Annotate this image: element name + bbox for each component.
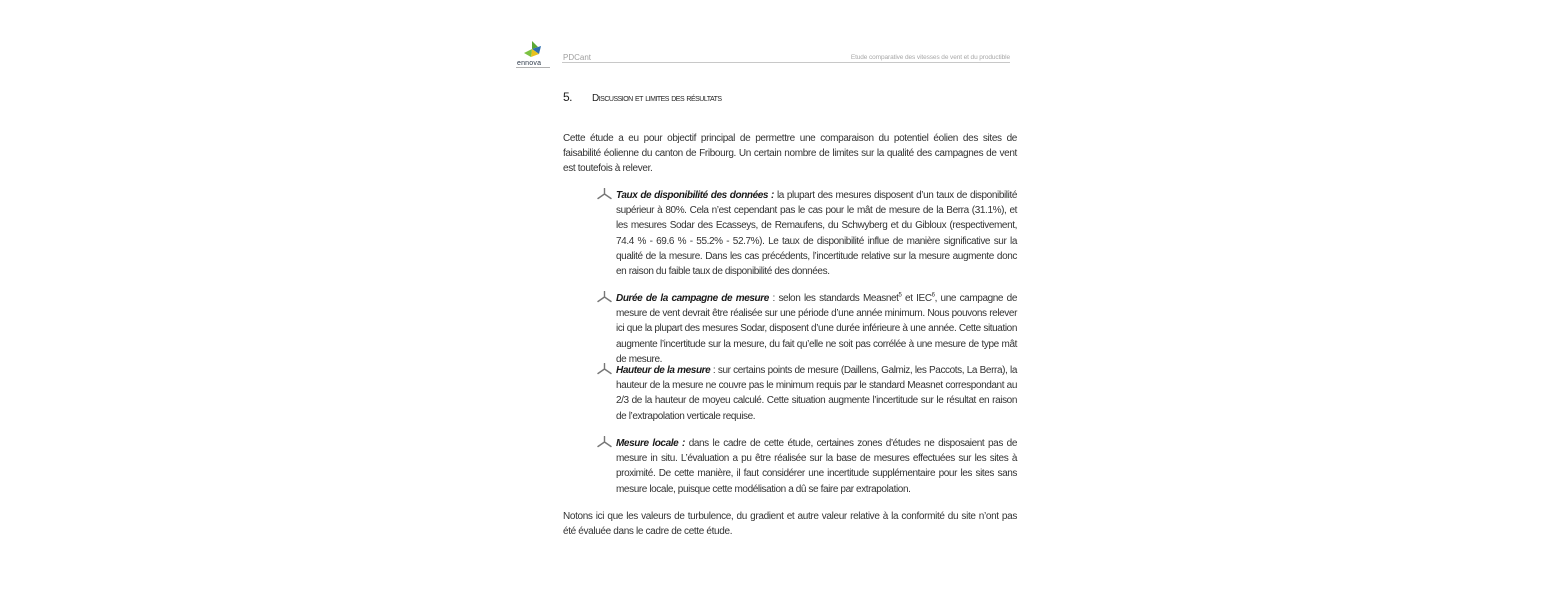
wind-turbine-icon xyxy=(597,291,612,304)
bullet-data-availability xyxy=(616,188,1017,279)
bullet-text: , une campagne de mesure de vent devrait être réalisée sur une période d’une année minimum. Nous pouvons relever ici que la plupart des mesures Sodar, disposent d’une durée inférieure à une année. Cette situation augmente l’incertitude sur la mesure, du fait qu’elle ne soit pas corrélée à une mesure de type mât de mesure. xyxy=(616,293,1017,365)
bullet-term: Taux de disponibilité des données : xyxy=(616,190,774,201)
bullet-text: : sur certains points de mesure (Daillens, Galmiz, les Paccots, La Berra), la hauteur de la mesure ne couvre pas le minimum requis par le standard Measnet correspondant au 2/3 de la hauteur de moyeu calculé. Cette situation augmente l’incertitude sur le résultat en raison de l’extrapolation verticale requise. xyxy=(616,365,1017,422)
bullet-term: Mesure locale : xyxy=(616,438,685,449)
wind-turbine-icon xyxy=(597,363,612,376)
wind-turbine-icon xyxy=(597,188,612,201)
brand-name: ennova xyxy=(517,60,542,67)
bullet-campaign-duration xyxy=(616,291,1017,367)
bullet-local-measurement xyxy=(616,436,1017,497)
header-divider xyxy=(562,62,1010,63)
section-heading xyxy=(563,90,722,104)
bullet-text: et IEC xyxy=(901,293,932,304)
bullet-measurement-height xyxy=(616,363,1017,424)
section-title: Discussion et limites des résultats xyxy=(592,93,722,104)
header-document-title: Etude comparative des vitesses de vent et du productible xyxy=(850,54,1010,61)
bullet-term: Hauteur de la mesure xyxy=(616,365,711,376)
closing-paragraph: Notons ici que les valeurs de turbulence, du gradient et autre valeur relative à la conformité du site n’ont pas été évaluée dans le cadre de cette étude. xyxy=(563,511,1017,538)
section-number: 5. xyxy=(563,90,573,104)
footnote-ref[interactable]: 6 xyxy=(931,292,935,299)
bullet-term: Durée de la campagne de mesure xyxy=(616,293,769,304)
bullet-text: dans le cadre de cette étude, certaines zones d’études ne disposaient pas de mesure in situ. L’évaluation a pu être réalisée sur la base de mesures effectuées sur les sites à proximité. De cette manière, il faut considérer une incertitude supplémentaire pour les sites sans mesure locale, puisque cette modélisation a dû se faire par extrapolation. xyxy=(616,438,1017,495)
brand-tagline-line xyxy=(516,67,550,68)
bullet-text: : selon les standards Measnet xyxy=(768,293,899,304)
wind-turbine-icon xyxy=(597,436,612,449)
footnote-ref[interactable]: 5 xyxy=(898,292,902,299)
bullet-text: la plupart des mesures disposent d’un taux de disponibilité supérieur à 80%. Cela n’est cependant pas le cas pour le mât de mesure de la Berra (31.1%), et les mesures Sodar des Ecasseys, de Remaufens, du Schwyberg et du Gibloux (respectivement, 74.4 % - 69.6 % - 55.2% - 52.7%). Le taux de disponibilité influe de manière significative sur la qualité de la mesure. Dans les cas précédents, l’incertitude relative sur la mesure augmente donc en raison du faible taux de disponibilité des données. xyxy=(616,190,1017,278)
intro-paragraph: Cette étude a eu pour objectif principal de permettre une comparaison du potentiel éolien des sites de faisabilité éolienne du canton de Fribourg. Un certain nombre de limites sur la qualité des campagnes de vent est toutefois à relever. xyxy=(563,133,1017,175)
header-project: PDCant xyxy=(563,53,592,62)
